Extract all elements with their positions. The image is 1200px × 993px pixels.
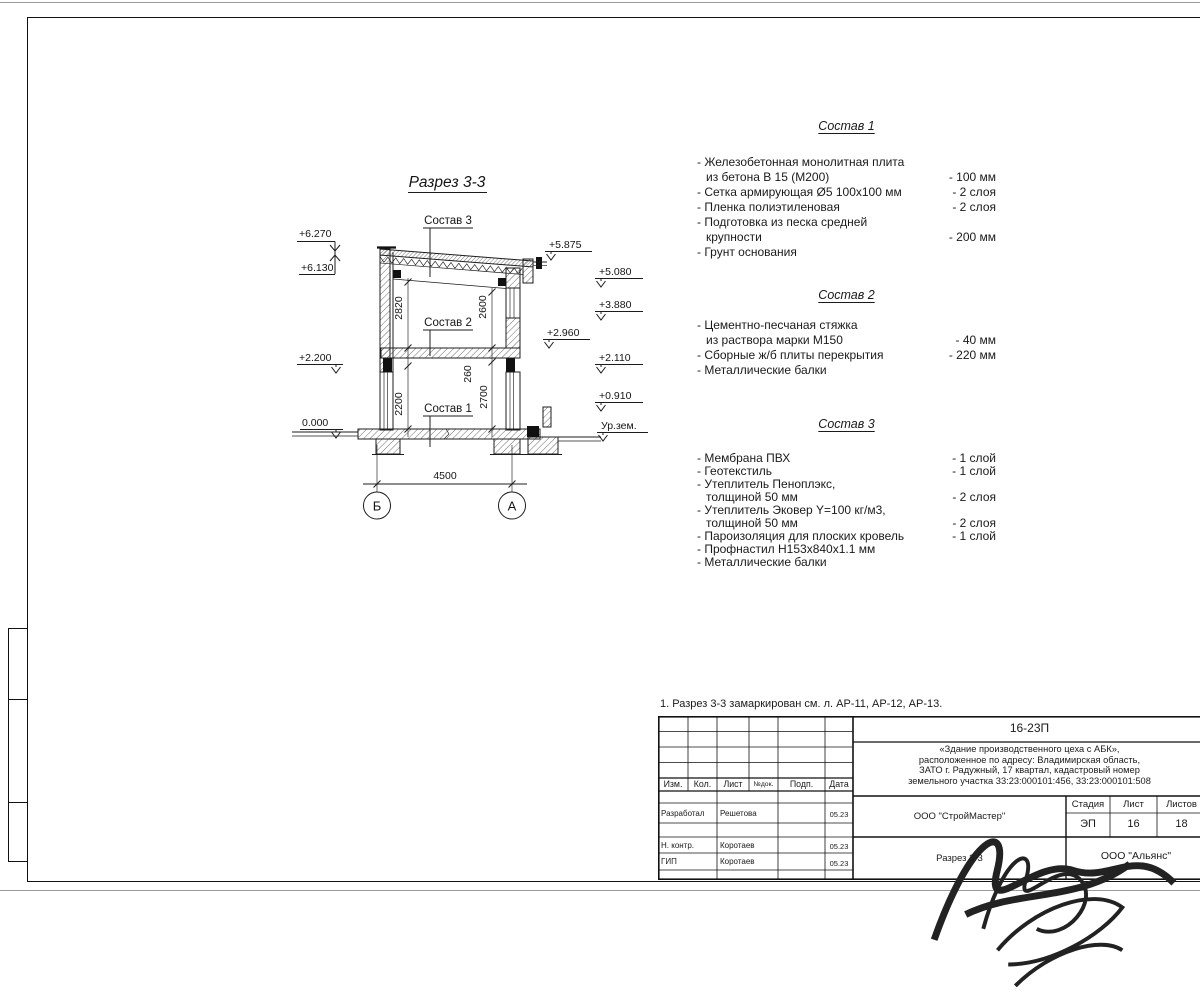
svg-text:+2.110: +2.110	[599, 352, 631, 364]
composition-value: - 200 мм	[948, 230, 996, 244]
stage-label: Стадия	[1071, 798, 1105, 810]
composition-line: - Цементно-песчаная стяжка	[697, 318, 858, 332]
drawing-name: Разрез 3-3	[936, 853, 983, 864]
signer-date: 05.23	[829, 858, 849, 868]
elevation-mark	[297, 228, 340, 275]
composition-list-1	[697, 119, 996, 260]
composition-line: толщиной 50 мм	[706, 516, 798, 530]
col-izm: Изм.	[663, 779, 683, 789]
stage-value: ЭП	[1080, 818, 1096, 830]
composition-items	[697, 452, 996, 569]
title-block	[658, 716, 1200, 880]
composition-value: - 100 мм	[948, 170, 996, 184]
signer-name: Решетова	[720, 808, 757, 818]
composition-value: - 1 слой	[952, 451, 996, 465]
composition-item	[697, 215, 996, 245]
axis-bubble-a	[499, 492, 526, 519]
composition-value: - 2 слоя	[952, 516, 996, 530]
signer-date: 05.23	[829, 842, 849, 851]
composition-line: - Железобетонная монолитная плита	[697, 155, 905, 169]
composition-list-3	[697, 417, 996, 569]
elevation-mark-ground	[597, 420, 648, 441]
svg-text:Состав 3: Состав 3	[424, 215, 472, 227]
elevation-mark	[595, 352, 643, 373]
axis-bubble-b	[364, 492, 391, 519]
composition-items	[697, 155, 996, 260]
drawing-title: Разрез 3-3	[408, 174, 486, 191]
composition-line: - Грунт основания	[697, 245, 797, 259]
elevation-mark	[297, 352, 343, 373]
composition-line: - Пленка полиэтиленовая	[697, 200, 840, 214]
signer-name: Коротаев	[720, 840, 755, 850]
composition-line: - Металлические балки	[697, 555, 827, 569]
project-line: земельного участка 33:23:000101:456, 33:23:000101:508	[908, 776, 1151, 787]
project-description	[855, 744, 1200, 787]
composition-item	[697, 185, 996, 200]
sheet-note: 1. Разрез 3-3 замаркирован см. л. АР-11, АР-12, АР-13.	[660, 698, 943, 710]
svg-text:+6.270: +6.270	[299, 228, 332, 240]
composition-value: - 220 мм	[948, 348, 996, 362]
callout-sostav3	[423, 215, 473, 277]
svg-text:Состав 1: Состав 1	[424, 403, 472, 415]
svg-text:+6.130: +6.130	[301, 262, 334, 274]
composition-line: - Сборные ж/б плиты перекрытия	[697, 348, 884, 362]
composition-line: - Утеплитель Пеноплэкс,	[697, 477, 836, 491]
composition-line: - Металлические балки	[697, 363, 827, 377]
composition-item	[697, 318, 996, 348]
section-drawing	[280, 160, 680, 530]
org-bottom: ООО "Альянс"	[1100, 850, 1172, 862]
composition-value: - 2 слоя	[952, 490, 996, 504]
margin-box	[8, 803, 28, 862]
composition-line: - Подготовка из песка средней	[697, 215, 868, 229]
composition-line: - Геотекстиль	[697, 464, 772, 478]
composition-item	[697, 200, 996, 215]
composition-item	[697, 478, 996, 504]
composition-item	[697, 348, 996, 363]
elevation-mark	[543, 327, 590, 348]
composition-item	[697, 556, 996, 569]
project-line: «Здание производственного цеха с АБК»,	[939, 744, 1120, 754]
project-line: расположенное по адресу: Владимирская область,	[918, 754, 1141, 765]
dim-260: 260	[462, 365, 474, 383]
roof	[380, 249, 547, 289]
signer-role: ГИП	[661, 857, 677, 866]
svg-text:+5.080: +5.080	[599, 266, 632, 278]
composition-item	[697, 363, 996, 378]
svg-text:+5.875: +5.875	[549, 239, 582, 251]
composition-list-2	[697, 288, 996, 378]
composition-items	[697, 318, 996, 378]
elevation-mark	[545, 239, 592, 260]
svg-text:+2.960: +2.960	[547, 327, 580, 339]
col-podp: Подп.	[789, 779, 814, 789]
margin-box	[8, 700, 28, 803]
callout-sostav1	[423, 403, 473, 447]
svg-text:+3.880: +3.880	[599, 299, 632, 311]
col-data: Дата	[829, 779, 849, 789]
doc-number: 16-23П	[1009, 721, 1050, 735]
dim-4500: 4500	[433, 470, 457, 482]
col-kol: Кол.	[693, 779, 712, 789]
elevation-mark	[595, 390, 643, 411]
margin-box	[8, 628, 28, 700]
sheet-number: 16	[1127, 818, 1140, 830]
composition-line: - Утеплитель Эковер Y=100 кг/м3,	[697, 503, 886, 517]
dim-2820: 2820	[393, 296, 405, 320]
composition-title: Состав 2	[818, 288, 875, 302]
org-top: ООО "СтройМастер"	[913, 811, 1006, 822]
svg-text:Состав 2: Состав 2	[424, 317, 472, 329]
project-line: ЗАТО г. Радужный, 17 квартал, кадастровый номер	[919, 765, 1140, 776]
composition-line: - Мембрана ПВХ	[697, 451, 791, 465]
frame-top	[27, 17, 1200, 18]
composition-line: из раствора марки М150	[706, 333, 843, 347]
elevation-mark	[595, 266, 643, 287]
composition-title: Состав 3	[818, 417, 875, 431]
sheets-label: Листов	[1166, 798, 1197, 810]
svg-text:Ур.зем.: Ур.зем.	[601, 420, 637, 432]
composition-item	[697, 504, 996, 530]
signer-role: Н. контр.	[661, 840, 695, 850]
dim-2200: 2200	[393, 392, 405, 416]
composition-item	[697, 155, 996, 185]
svg-text:0.000: 0.000	[302, 417, 329, 429]
composition-value: - 2 слоя	[952, 185, 996, 199]
composition-value: - 40 мм	[955, 333, 996, 347]
composition-value: - 2 слоя	[952, 200, 996, 214]
elevation-mark	[595, 299, 643, 320]
composition-value: - 1 слой	[952, 529, 996, 543]
floor-slab	[381, 348, 520, 358]
signer-name: Коротаев	[720, 857, 755, 866]
signer-role: Разработал	[661, 808, 705, 818]
composition-line: - Пароизоляция для плоских кровель	[697, 529, 905, 543]
elevation-mark	[300, 417, 343, 438]
signer-date: 05.23	[829, 810, 849, 819]
svg-text:+0.910: +0.910	[599, 390, 632, 402]
dim-2700: 2700	[478, 385, 490, 409]
sheets-total: 18	[1175, 818, 1188, 830]
composition-value: - 1 слой	[952, 464, 996, 478]
composition-line: крупности	[706, 230, 762, 244]
svg-text:Б: Б	[372, 498, 382, 514]
svg-text:+2.200: +2.200	[299, 352, 332, 364]
composition-title: Состав 1	[818, 119, 875, 133]
composition-item	[697, 245, 996, 260]
sheet-label: Лист	[1123, 798, 1144, 810]
col-list: Лист	[723, 779, 743, 789]
composition-line: из бетона В 15 (М200)	[706, 170, 830, 184]
composition-line: - Сетка армирующая Ø5 100х100 мм	[697, 185, 902, 199]
svg-text:А: А	[507, 498, 517, 514]
col-ndok: №док.	[753, 780, 774, 788]
composition-line: толщиной 50 мм	[706, 490, 798, 504]
composition-line: - Профнастил Н153х840х1.1 мм	[697, 542, 876, 556]
left-margin-boxes	[8, 628, 28, 862]
sheet-top-edge	[0, 2, 1200, 3]
dim-2600: 2600	[477, 295, 489, 319]
